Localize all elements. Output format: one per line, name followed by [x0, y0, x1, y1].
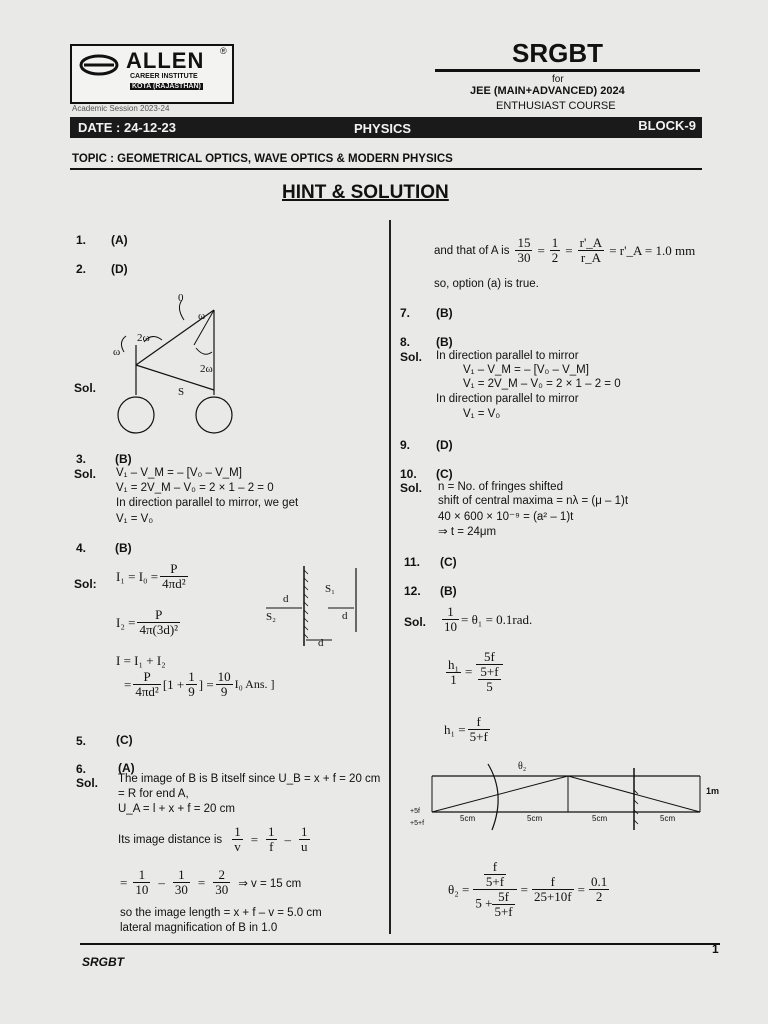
q2-fig-label-s: S [178, 386, 185, 398]
page-heading: HINT & SOLUTION [282, 182, 449, 203]
q10-line-1: n = No. of fringes shifted [438, 481, 563, 493]
q8-line-4: In direction parallel to mirror [436, 393, 579, 405]
q12-fig-5pf: +5+f [410, 820, 425, 827]
logo-sub: CAREER INSTITUTE [130, 73, 198, 80]
q12-fig-5cm-3: 5cm [592, 814, 608, 823]
q6-calc-n2: 1 [173, 868, 190, 883]
q4-eq2 [116, 608, 182, 637]
q6-magnification: lateral magnification of B in 1.0 [120, 922, 278, 934]
q12-th2-eq1: = [520, 881, 528, 897]
q6-calc-eq1: = [197, 874, 206, 890]
q5-number: 5. [76, 734, 87, 748]
right-top-ra1: r'_A [579, 235, 603, 250]
q4-fig-d-left: d [283, 593, 289, 605]
q12-fig-1m: 1m [706, 786, 720, 796]
q12-th2-5f: 5f [492, 890, 514, 905]
q6-u-num: 1 [301, 824, 308, 839]
logo-city: KOTA (RAJASTHAN) [132, 83, 201, 90]
q6-calc-d1: 10 [135, 882, 149, 897]
q5-answer: (C) [116, 733, 133, 747]
q6-img-label: Its image distance is [118, 833, 223, 846]
q12-eq2-5f: 5f [476, 650, 502, 665]
q6-line-1: The image of B is B itself since U_B = x + f = 20 cm [118, 773, 381, 785]
q12-eq2-eq: = [465, 664, 473, 679]
footer-code: SRGBT [82, 955, 124, 969]
q12-th2-lhs: θ₂ = [448, 881, 470, 897]
q3-line-2: V₁ = 2V_M – V₀ = 2 × 1 – 2 = 0 [116, 482, 274, 494]
q6-line-2: = R for end A, [118, 788, 189, 800]
q8-sol: Sol. [400, 350, 423, 364]
q4-fig-s2: S₂ [266, 611, 276, 623]
q4-eq4-ten: 10 [217, 669, 231, 684]
q6-f-den: f [269, 839, 274, 854]
q1-number: 1. [76, 233, 87, 247]
right-top-res: = r'_A = 1.0 mm [609, 242, 696, 258]
q12-eq1 [440, 605, 532, 634]
q4-eq4-close: ] = [198, 676, 214, 692]
q12-fig-theta2: θ₂ [518, 761, 527, 772]
q12-th2-5plus: 5 + [475, 895, 493, 911]
q4-eq1-den: 4πd² [162, 576, 186, 591]
course-name: ENTHUSIAST COURSE [496, 100, 616, 112]
session-text: Academic Session 2023-24 [72, 104, 170, 113]
q12-eq3-5pf: 5+f [469, 729, 488, 744]
q6-sol: Sol. [76, 776, 99, 790]
q3-line-3: In direction parallel to mirror, we get [116, 497, 299, 509]
for-label: for [552, 74, 564, 85]
q4-eq1 [116, 562, 190, 591]
q2-fig-label-omega-left: ω [113, 346, 121, 358]
q6-f-num: 1 [268, 824, 275, 839]
q12-th2-5pf: 5+f [485, 874, 505, 889]
q6-img-minus: – [284, 831, 292, 847]
right-top-eq: and that of A is $\frac{15}{30}$ = $\frac{1}{2}$ = $\frac{r'\_A}{r\_A}$ = r'_A = 1.0 mm [434, 235, 696, 265]
column-divider [389, 220, 391, 934]
q8-number: 8. [400, 335, 411, 349]
right-top-n2: 2 [551, 250, 559, 265]
q9-answer: (D) [436, 438, 453, 452]
title-rule [435, 69, 700, 72]
right-top-n1: 1 [551, 235, 559, 250]
logo-name: ALLEN [126, 48, 205, 73]
q12-th2-f: f [532, 875, 574, 890]
topic-line: TOPIC : GEOMETRICAL OPTICS, WAVE OPTICS & MODERN PHYSICS [72, 153, 453, 165]
q4-eq4-bracket: [1 + [162, 676, 185, 692]
q4-eq4-nine2: 9 [220, 684, 228, 699]
q6-line-3: U_A = l + x + f = 20 cm [118, 803, 235, 815]
q12-theta2-eq [448, 860, 611, 919]
q12-answer: (B) [440, 584, 457, 598]
q10-line-4: ⇒ t = 24μm [438, 526, 497, 538]
right-top-n15: 15 [517, 235, 531, 250]
q8-line-2: V₁ – V_M = – [V₀ – V_M] [463, 364, 589, 376]
q3-line-4: V₁ = V₀ [116, 513, 154, 525]
q2-fig-label-omega: ω [198, 310, 206, 322]
q1-answer: (A) [111, 233, 128, 247]
right-top-n30: 30 [517, 250, 531, 265]
q12-eq1-num: 1 [442, 605, 459, 620]
q3-sol: Sol. [74, 467, 97, 481]
logo-mark-icon [78, 52, 120, 78]
q12-sol: Sol. [404, 615, 427, 629]
header-bar [70, 117, 702, 138]
q4-eq4-eq: = [124, 676, 132, 692]
q12-eq2-h1: h₁ [448, 656, 460, 672]
q12-th2-eq2: = [577, 881, 585, 897]
q12-fig-5f: +5f [410, 808, 420, 815]
q2-answer: (D) [111, 262, 128, 276]
right-top-line2: so, option (a) is true. [434, 278, 539, 290]
subject-label: PHYSICS [354, 121, 412, 136]
q4-eq2-den: 4π(3d)² [139, 622, 179, 637]
q6-calc [120, 868, 301, 897]
q4-fig-d-right: d [342, 610, 348, 622]
q4-eq4-one: 1 [188, 669, 195, 684]
q2-sol: Sol. [74, 381, 97, 395]
q4-eq4-nine: 9 [188, 684, 195, 699]
q3-number: 3. [76, 452, 87, 466]
q10-answer: (C) [436, 467, 453, 481]
q4-eq1-lhs: I₁ = I₀ = [116, 568, 159, 584]
q8-line-5: V₁ = V₀ [463, 408, 501, 420]
q6-calc-eq0: = [120, 874, 128, 890]
right-top-ra: r_A [580, 250, 602, 265]
q6-calc-n1: 1 [133, 868, 150, 883]
q8-line-3: V₁ = 2V_M – V₀ = 2 × 1 – 2 = 0 [463, 378, 621, 390]
right-top-pre: and that of A is [434, 244, 510, 257]
q12-fig-5cm-2: 5cm [527, 814, 543, 823]
q2-fig-label-2omega: 2ω [137, 332, 150, 344]
q3-line-1: V₁ – V_M = – [V₀ – V_M] [116, 467, 242, 479]
q3-answer: (B) [115, 452, 132, 466]
q2-fig-label-2omega-b: 2ω [200, 363, 213, 375]
q6-v-num: 1 [234, 824, 241, 839]
test-title: SRGBT [512, 38, 603, 68]
q4-eq4 [124, 670, 275, 699]
q12-eq1-den: 10 [444, 619, 457, 634]
q12-figure [410, 760, 710, 840]
q6-calc-result: ⇒ v = 15 cm [238, 877, 302, 890]
q6-image-distance [118, 825, 312, 854]
logo-reg: ® [220, 46, 227, 56]
q7-answer: (B) [436, 306, 453, 320]
q4-eq4-den: 4πd² [135, 684, 159, 699]
q10-line-3: 40 × 600 × 10⁻⁹ = (a² – 1)t [438, 511, 574, 523]
q12-eq3-f: f [468, 715, 490, 730]
block-label: BLOCK-9 [638, 118, 696, 133]
q6-u-den: u [301, 839, 308, 854]
q6-img-eq: = [250, 831, 259, 847]
q12-th2-den: 25+10f [533, 889, 572, 904]
q12-fig-5cm-4: 5cm [660, 814, 676, 823]
q12-eq2 [444, 650, 505, 694]
q12-number: 12. [404, 584, 421, 598]
q6-v-den: v [234, 839, 241, 854]
q4-eq4-tail: I₀ Ans. ] [234, 677, 275, 691]
footer-rule [80, 943, 720, 945]
exam-name: JEE (MAIN+ADVANCED) 2024 [470, 85, 625, 97]
q10-number: 10. [400, 467, 417, 481]
q6-number: 6. [76, 762, 87, 776]
q12-th2-r: 0.1 [590, 874, 608, 889]
q12-eq1-theta: = θ₁ = 0.1rad. [461, 611, 533, 627]
q6-calc-minus: – [158, 874, 165, 890]
q9-number: 9. [400, 438, 411, 452]
q12-eq3 [444, 715, 492, 744]
allen-logo [70, 44, 234, 104]
date-label: DATE : 24-12-23 [78, 120, 177, 135]
q11-answer: (C) [440, 555, 457, 569]
q4-number: 4. [76, 541, 87, 555]
q6-length: so the image length = x + f – v = 5.0 cm [120, 907, 322, 919]
q10-sol: Sol. [400, 481, 423, 495]
q8-answer: (B) [436, 335, 453, 349]
q4-fig-d-bottom: d [318, 637, 324, 649]
q8-line-1: In direction parallel to mirror [436, 350, 579, 362]
q11-number: 11. [404, 555, 421, 569]
q12-eq2-den1: 1 [450, 671, 457, 687]
q6-calc-d3: 30 [215, 882, 229, 897]
page-number: 1 [712, 942, 719, 956]
q2-fig-label-0: 0 [178, 292, 184, 304]
q12-th2-r2: 2 [595, 889, 603, 904]
q12-eq3-lhs: h₁ = [444, 721, 466, 737]
q4-eq2-num: P [137, 608, 180, 623]
q4-eq4-num: P [133, 670, 160, 685]
q4-sol: Sol: [74, 577, 97, 591]
q12-fig-5cm-1: 5cm [460, 814, 476, 823]
q4-fig-s1: S₁ [325, 583, 335, 595]
q2-figure [104, 290, 244, 440]
q4-eq1-num: P [160, 562, 187, 577]
q10-line-2: shift of central maxima = nλ = (μ – 1)t [438, 495, 629, 507]
q4-eq3: I = I₁ + I₂ [116, 653, 166, 668]
q7-number: 7. [400, 306, 411, 320]
q12-th2-f-top: f [484, 860, 506, 875]
q4-answer: (B) [115, 541, 132, 555]
q6-answer: (A) [118, 761, 135, 775]
q6-calc-d2: 30 [174, 882, 188, 897]
topic-rule [70, 168, 702, 170]
q12-eq2-5pf: 5+f [480, 664, 499, 679]
q6-calc-n3: 2 [213, 868, 230, 883]
q2-number: 2. [76, 262, 87, 276]
q12-th2-5pf2: 5+f [494, 904, 513, 919]
q4-eq2-lhs: I₂ = [116, 614, 136, 630]
q12-eq2-5: 5 [486, 679, 493, 694]
